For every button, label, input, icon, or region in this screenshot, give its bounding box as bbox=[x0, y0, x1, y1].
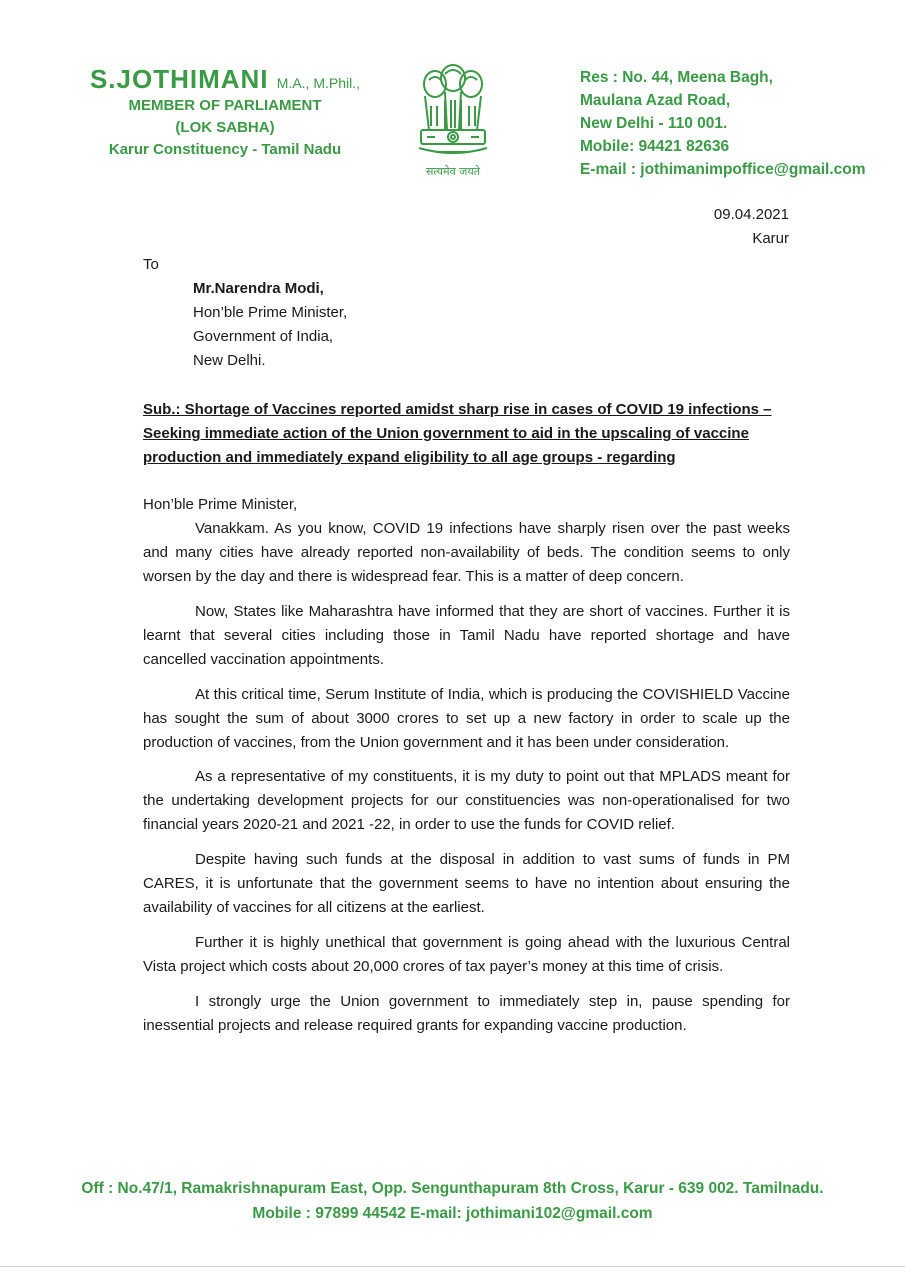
paragraph: Despite having such funds at the disposal in addition to vast sums of funds in PM CARES, it is unfortunate that the government seems to have no intention about ensuring the availability of vaccines for all citizens at the earliest. bbox=[143, 851, 790, 916]
office-contact: Mobile : 97899 44542 E-mail: jothimani102@gmail.com bbox=[252, 1205, 653, 1222]
letter-place: Karur bbox=[752, 230, 789, 247]
page-bottom-rule bbox=[0, 1266, 905, 1267]
paragraph: I strongly urge the Union government to immediately step in, pause spending for inessential projects and release required grants for expanding vaccine production. bbox=[143, 993, 790, 1034]
addressee-name: Mr.Narendra Modi, bbox=[193, 280, 324, 297]
letterhead-footer bbox=[0, 1176, 905, 1226]
date-block bbox=[714, 203, 789, 251]
mp-designation: MEMBER OF PARLIAMENT bbox=[128, 97, 322, 114]
addressee-city: New Delhi. bbox=[193, 352, 266, 369]
salutation: Hon’ble Prime Minister, bbox=[143, 496, 298, 513]
residence-line-1: Res : No. 44, Meena Bagh, bbox=[580, 69, 773, 86]
letterhead-left bbox=[60, 64, 390, 161]
lion-capital-icon bbox=[415, 56, 491, 162]
paragraph: At this critical time, Serum Institute of India, which is producing the COVISHIELD Vaccine has sought the sum of about 3000 crores to set up a new factory in order to scale up the production of vaccines, from the Union government and it has been under consideration. bbox=[143, 686, 790, 751]
residence-email: E-mail : jothimanimpoffice@gmail.com bbox=[580, 161, 866, 178]
to-label: To bbox=[143, 256, 159, 273]
national-emblem bbox=[408, 56, 498, 179]
emblem-motto: सत्यमेव जयते bbox=[425, 165, 480, 178]
residence-line-3: New Delhi - 110 001. bbox=[580, 115, 728, 132]
paragraph: Now, States like Maharashtra have informed that they are short of vaccines. Further it is learnt that several cities including those in Tamil Nadu have reported shortage and have cancelled vaccination appointments. bbox=[143, 603, 790, 668]
mp-qualifications: M.A., M.Phil., bbox=[276, 75, 361, 91]
residence-mobile: Mobile: 94421 82636 bbox=[580, 138, 730, 155]
residence-line-2: Maulana Azad Road, bbox=[580, 92, 731, 109]
addressee-title: Hon’ble Prime Minister, bbox=[193, 304, 348, 321]
mp-constituency: Karur Constituency - Tamil Nadu bbox=[108, 141, 342, 158]
mp-name-line bbox=[60, 64, 390, 95]
paragraph: Further it is highly unethical that government is going ahead with the luxurious Central Vista project which costs about 20,000 crores of tax payer’s money at this time of crisis. bbox=[143, 934, 790, 975]
subject-line: Sub.: Shortage of Vaccines reported amidst sharp rise in cases of COVID 19 infections – Seeking immediate action of the Union government to aid in the upscaling of vaccine production and immediately expand eligibility to all age groups - regarding bbox=[143, 401, 772, 466]
mp-house: (LOK SABHA) bbox=[175, 119, 275, 136]
addressee-block bbox=[193, 277, 347, 373]
letterhead-right bbox=[580, 66, 890, 181]
office-address: Off : No.47/1, Ramakrishnapuram East, Opp. Sengunthapuram 8th Cross, Karur - 639 002. Tamilnadu. bbox=[81, 1180, 824, 1197]
paragraph: Vanakkam. As you know, COVID 19 infections have sharply risen over the past weeks and many cities have already reported non-availability of beds. The condition seems to only worsen by the day and there is widespread fear. This is a matter of deep concern. bbox=[143, 520, 790, 585]
mp-name: S.JOTHIMANI bbox=[89, 64, 269, 94]
paragraph: As a representative of my constituents, it is my duty to point out that MPLADS meant for the undertaking development projects for our constituencies was non-operationalised for two financial years 2020-21 and 2021 -22, in order to use the funds for COVID relief. bbox=[143, 768, 790, 833]
letter-date: 09.04.2021 bbox=[713, 206, 789, 223]
addressee-organisation: Government of India, bbox=[193, 328, 334, 345]
